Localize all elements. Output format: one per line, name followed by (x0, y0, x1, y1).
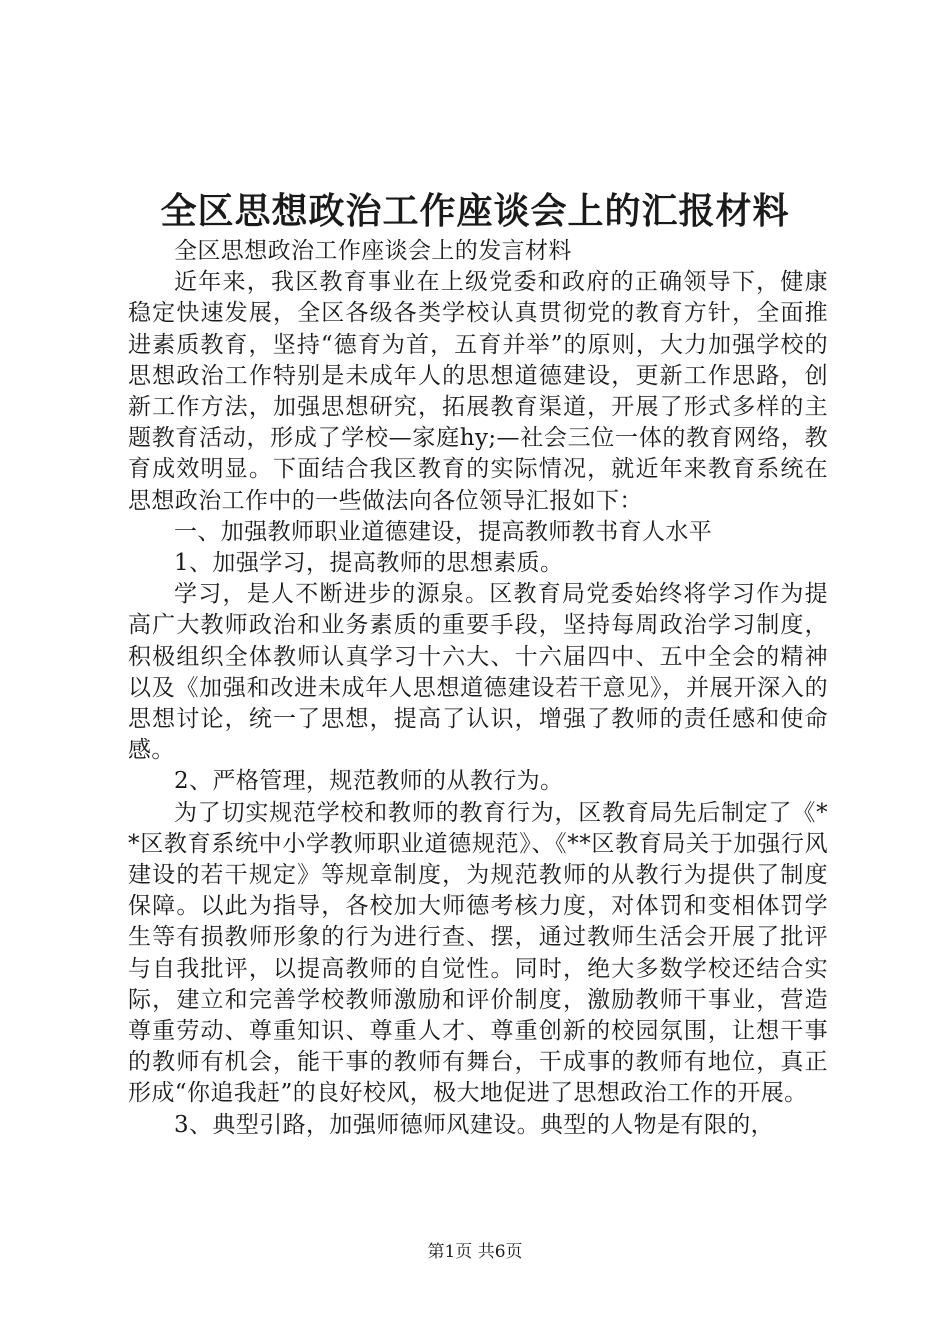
subsection-heading-1: 1、加强学习，提高教师的思想素质。 (174, 550, 564, 577)
subsection-heading-3: 3、典型引路，加强师德师风建设。典型的人物是有限的， (174, 1111, 775, 1138)
section-heading-1: 一、加强教师职业道德建设，提高教师教书育人水平 (174, 518, 713, 545)
subtitle-paragraph: 全区思想政治工作座谈会上的发言材料 (174, 238, 572, 264)
intro-paragraph: 近年来，我区教育事业在上级党委和政府的正确领导下，健康稳定快速发展，全区各级各类学校认真贯彻党的教育方针，全面推进素质教育，坚持“德育为首，五育并举”的原则，大力加强学校的思想政治工作特别是未成年人的思想道德建设，更新工作思路，创新工作方法，加强思想研究，拓展教育渠道，开展了形式多样的主题教育活动，形成了学校—家庭hy;—社会三位一体的教育网络，教育成效明显。下面结合我区教育的实际情况，就近年来教育系统在思想政治工作中的一些做法向各位领导汇报如下： (128, 269, 828, 514)
document-body (128, 236, 828, 1141)
document-title: 全区思想政治工作座谈会上的汇报材料 (160, 190, 790, 232)
body-paragraph: 学习，是人不断进步的源泉。区教育局党委始终将学习作为提高广大教师政治和业务素质的重要手段，坚持每周政治学习制度，积极组织全体教师认真学习十六大、十六届四中、五中全会的精神以及《加强和改进未成年人思想道德建设若干意见》，并展开深入的思想讨论，统一了思想，提高了认识，增强了教师的责任感和使命感。 (128, 581, 828, 764)
body-paragraph: 为了切实规范学校和教师的教育行为，区教育局先后制定了《**区教育系统中小学教师职业道德规范》、《**区教育局关于加强行风建设的若干规定》等规章制度，为规范教师的从教行为提供了制度保障。以此为指导，各校加大师德考核力度，对体罚和变相体罚学生等有损教师形象的行为进行查、摆，通过教师生活会开展了批评与自我批评，以提高教师的自觉性。同时，绝大多数学校还结合实际，建立和完善学校教师激励和评价制度，激励教师干事业，营造尊重劳动、尊重知识、尊重人才、尊重创新的校园氛围，让想干事的教师有机会，能干事的教师有舞台，干成事的教师有地位，真正形成“你追我赶”的良好校风，极大地促进了思想政治工作的开展。 (128, 799, 828, 1107)
page-number-footer: 第1页 共6页 (427, 1242, 523, 1262)
subsection-heading-2: 2、严格管理，规范教师的从教行为。 (174, 768, 564, 795)
